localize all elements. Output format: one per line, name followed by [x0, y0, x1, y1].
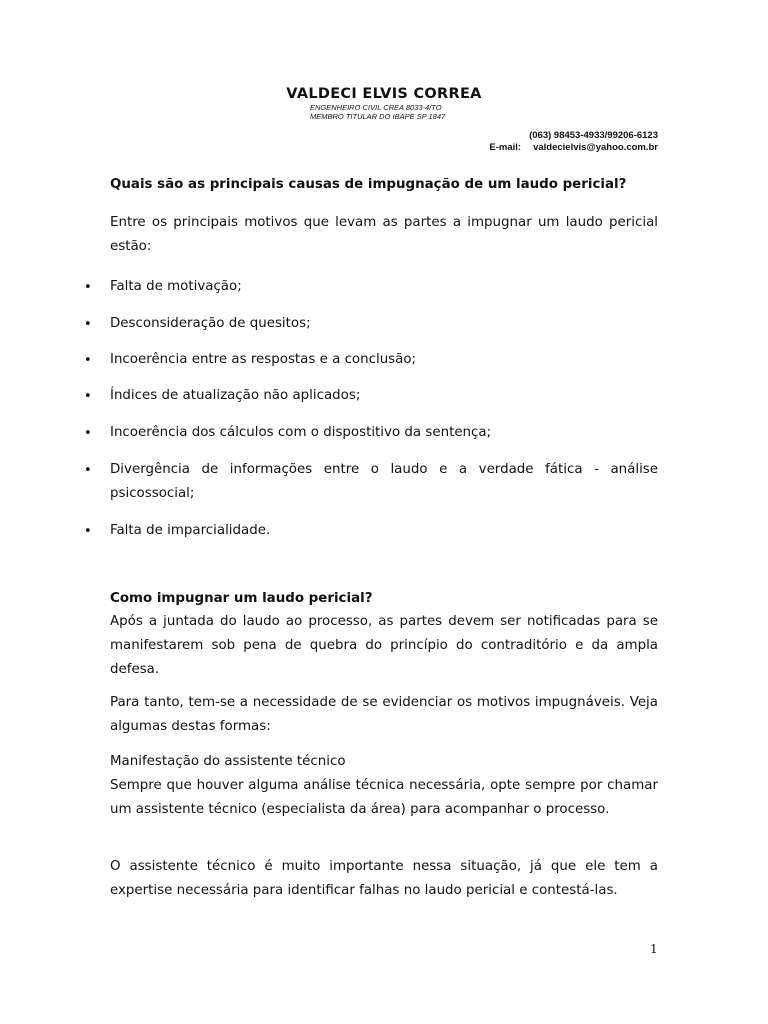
author-membership: MEMBRO TITULAR DO IBAPE SP 1847 — [310, 112, 446, 121]
section1-intro: Entre os principais motivos que levam as partes a impugnar um laudo pericial estão: — [110, 215, 658, 254]
list-item: Divergência de informações entre o laudo e a verdade fática - análise psicossocial; — [110, 462, 658, 501]
contact-phone: (063) 98453-4933/99206-6123 — [529, 130, 658, 141]
bullet-icon: • — [84, 524, 92, 539]
contact-email: valdecielvis@yahoo.com.br — [533, 142, 658, 153]
page-number: 1 — [650, 942, 658, 956]
list-item: Falta de motivação; — [110, 279, 242, 294]
bullet-icon: • — [84, 463, 92, 478]
paragraph: Sempre que houver alguma análise técnica necessária, opte sempre por chamar um assistente técnico (especialista da área) para acompanhar o processo. — [110, 778, 658, 817]
section1-title: Quais são as principais causas de impugnação de um laudo pericial? — [110, 177, 627, 192]
author-title: ENGENHEIRO CIVIL CREA 8033-4/TO — [310, 103, 442, 112]
paragraph: O assistente técnico é muito importante nessa situação, já que ele tem a expertise necessária para identificar falhas no laudo pericial e contestá-las. — [110, 859, 658, 898]
subheading: Manifestação do assistente técnico — [110, 754, 346, 769]
email-label: E-mail: — [489, 142, 522, 153]
list-item: Falta de imparcialidade. — [110, 523, 271, 538]
bullet-icon: • — [84, 280, 92, 295]
list-item: Desconsideração de quesitos; — [110, 316, 311, 331]
bullet-icon: • — [84, 426, 92, 441]
list-item: Incoerência dos cálculos com o dispostitivo da sentença; — [110, 425, 492, 440]
author-name: VALDECI ELVIS CORREA — [286, 86, 482, 102]
paragraph: Após a juntada do laudo ao processo, as partes devem ser notificadas para se manifestarem sob pena de quebra do princípio do contraditório e da ampla defesa. — [110, 614, 658, 677]
section2-title: Como impugnar um laudo pericial? — [110, 591, 373, 606]
paragraph: Para tanto, tem-se a necessidade de se evidenciar os motivos impugnáveis. Veja algumas destas formas: — [110, 695, 658, 734]
bullet-icon: • — [84, 389, 92, 404]
list-item: Incoerência entre as respostas e a conclusão; — [110, 352, 417, 367]
bullet-icon: • — [84, 353, 92, 368]
contact-email-line — [489, 142, 658, 153]
list-item: Índices de atualização não aplicados; — [110, 388, 361, 403]
bullet-icon: • — [84, 317, 92, 332]
